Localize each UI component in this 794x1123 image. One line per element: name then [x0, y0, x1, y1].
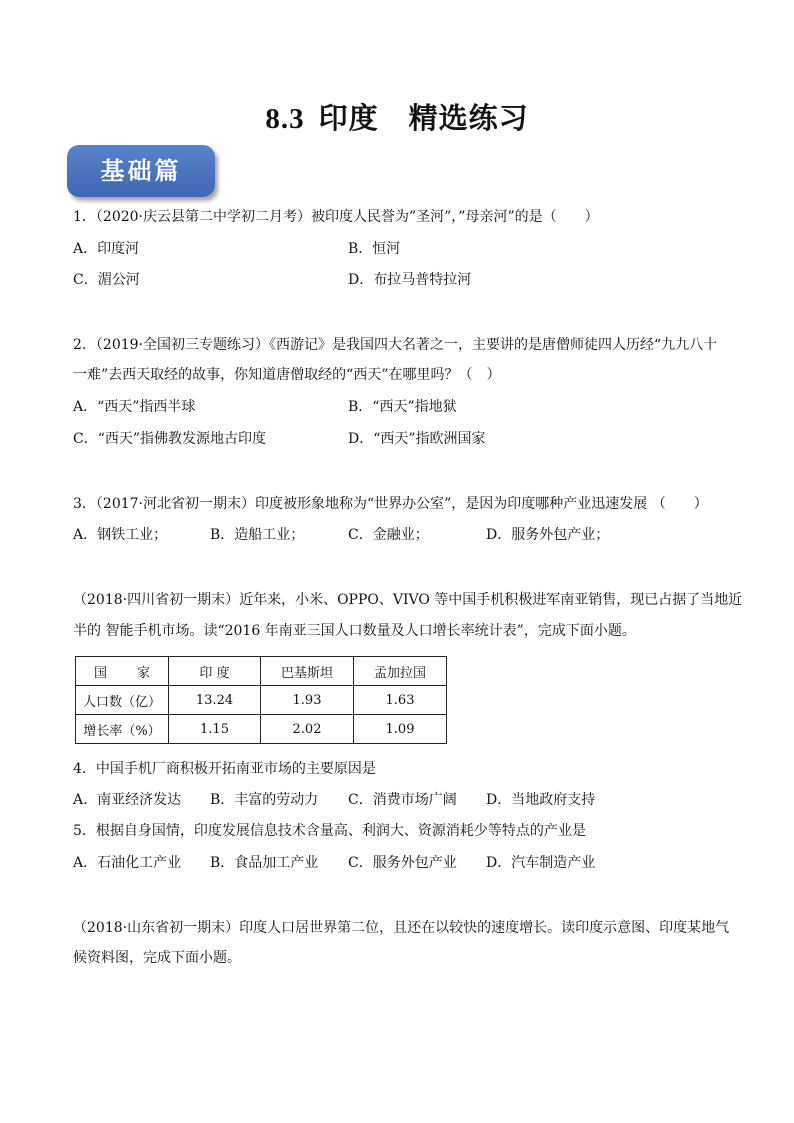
question-2-stem-line1: 2．（2019·全国初三专题练习）《西游记》是我国四大名著之一，主要讲的是唐僧师徒四人历经“九九八十 [73, 337, 718, 353]
q3-option-c[interactable]: C．金融业； [348, 527, 429, 543]
q4-option-d[interactable]: D．当地政府支持 [486, 792, 596, 808]
q4-option-b[interactable]: B．丰富的劳动力 [210, 792, 319, 808]
section-badge: 基础篇 [67, 145, 215, 197]
q2-option-a[interactable]: A．“西天”指西半球 [73, 399, 196, 415]
table-header-india: 印 度 [169, 657, 261, 686]
q2-option-b[interactable]: B．“西天”指地狱 [348, 399, 457, 415]
q1-option-a[interactable]: A．印度河 [73, 241, 140, 257]
table-cell: 1.93 [261, 686, 354, 715]
question-3-stem: 3．（2017·河北省初一期末）印度被形象地称为“世界办公室”，是因为印度哪种产业迅速发展 （ ） [73, 496, 708, 512]
title-part1: 印度 [318, 101, 379, 135]
material-2-line1: （2018·山东省初一期末）印度人口居世界第二位，且还在以较快的速度增长。读印度示意图、印度某地气 [73, 920, 730, 936]
page-title [0, 96, 794, 137]
q3-option-b[interactable]: B．造船工业； [210, 527, 305, 543]
q5-option-c[interactable]: C．服务外包产业 [348, 855, 457, 871]
table-row [76, 686, 447, 715]
table-header-bangladesh: 孟加拉国 [354, 657, 447, 686]
q5-option-a[interactable]: A．石油化工产业 [73, 855, 182, 871]
table-cell: 13.24 [169, 686, 261, 715]
population-table [75, 656, 447, 744]
title-number: 8.3 [265, 103, 305, 135]
table-cell: 2.02 [261, 715, 354, 744]
table-cell: 1.63 [354, 686, 447, 715]
material-1-line1: （2018·四川省初一期末）近年来，小米、OPPO、VIVO 等中国手机积极进军南亚销售，现已占据了当地近 [73, 592, 743, 608]
table-cell: 1.09 [354, 715, 447, 744]
question-2-stem-line2: 一难”去西天取经的故事，你知道唐僧取经的“西天”在哪里吗？（ ） [73, 367, 501, 383]
q3-option-d[interactable]: D．服务外包产业； [486, 527, 610, 543]
table-cell: 人口数（亿） [76, 686, 169, 715]
q4-option-a[interactable]: A．南亚经济发达 [73, 792, 182, 808]
q1-option-b[interactable]: B．恒河 [348, 241, 401, 257]
q3-option-a[interactable]: A．钢铁工业； [73, 527, 168, 543]
question-4-stem: 4．中国手机厂商积极开拓南亚市场的主要原因是 [73, 761, 376, 777]
q1-option-d[interactable]: D．布拉马普特拉河 [348, 272, 472, 288]
question-5-stem: 5．根据自身国情，印度发展信息技术含量高、利润大、资源消耗少等特点的产业是 [73, 823, 586, 839]
q4-option-c[interactable]: C．消费市场广阔 [348, 792, 457, 808]
table-header-country: 国 家 [76, 657, 169, 686]
title-part2: 精选练习 [408, 101, 529, 135]
table-header-pakistan: 巴基斯坦 [261, 657, 354, 686]
q2-option-c[interactable]: C．“西天”指佛教发源地古印度 [73, 431, 267, 447]
material-1-line2: 半的 智能手机市场。读“2016 年南亚三国人口数量及人口增长率统计表”，完成下面小题。 [73, 623, 636, 639]
material-2-line2: 候资料图，完成下面小题。 [73, 950, 241, 966]
question-1-stem: 1．（2020·庆云县第二中学初二月考）被印度人民誉为”圣河”，”母亲河”的是（ ） [73, 209, 599, 225]
q5-option-d[interactable]: D．汽车制造产业 [486, 855, 596, 871]
q1-option-c[interactable]: C．湄公河 [73, 272, 140, 288]
table-cell: 1.15 [169, 715, 261, 744]
q2-option-d[interactable]: D．“西天”指欧洲国家 [348, 431, 486, 447]
table-row [76, 715, 447, 744]
table-header-row [76, 657, 447, 686]
q5-option-b[interactable]: B．食品加工产业 [210, 855, 319, 871]
table-cell: 增长率（%） [76, 715, 169, 744]
